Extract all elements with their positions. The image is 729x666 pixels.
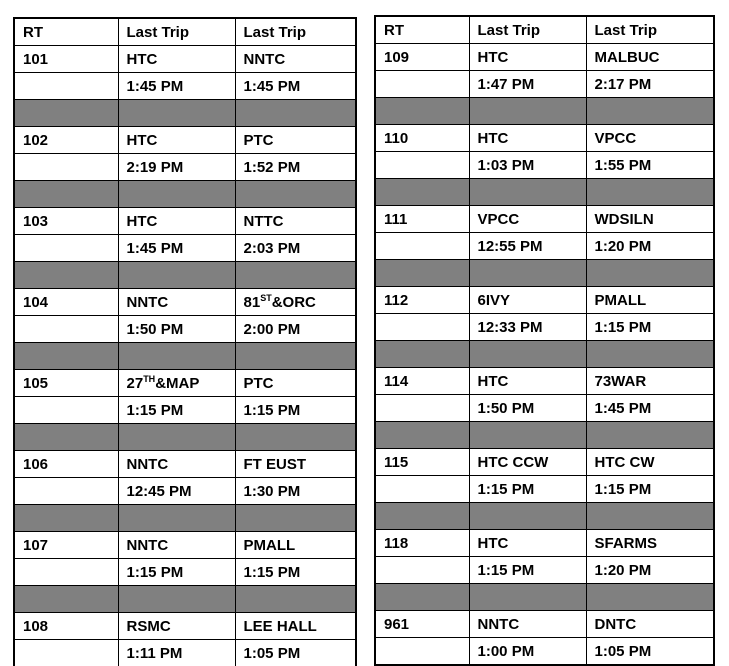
route-number-empty-cell: [14, 154, 118, 181]
separator-cell: [235, 343, 356, 370]
route-number-empty-cell: [14, 559, 118, 586]
terminal-text: &MAP: [155, 374, 200, 392]
route-time-row: [14, 478, 356, 505]
destination-terminal-cell: PMALL: [235, 532, 356, 559]
separator-cell: [14, 505, 118, 532]
origin-terminal-cell: 6IVY: [469, 287, 586, 314]
table-body-left: [14, 46, 356, 666]
terminal-text: 81: [243, 293, 261, 311]
separator-cell: [118, 262, 235, 289]
separator-row: [375, 260, 714, 287]
origin-last-trip-time-cell: 1:15 PM: [469, 557, 586, 584]
header-last-trip-origin: Last Trip: [469, 16, 586, 44]
separator-cell: [586, 584, 714, 611]
route-name-row: [14, 613, 356, 640]
separator-cell: [118, 181, 235, 208]
separator-cell: [469, 98, 586, 125]
route-time-row: [14, 73, 356, 100]
destination-last-trip-time-cell: 1:15 PM: [235, 559, 356, 586]
separator-cell: [235, 505, 356, 532]
destination-terminal-cell: PTC: [235, 370, 356, 397]
separator-cell: [375, 260, 469, 287]
schedule-table-right: [374, 15, 715, 666]
schedule-table-left: [13, 17, 357, 666]
route-time-row: [14, 640, 356, 666]
route-number-empty-cell: [375, 314, 469, 341]
destination-last-trip-time-cell: 1:20 PM: [586, 233, 714, 260]
route-number-empty-cell: [375, 557, 469, 584]
route-time-row: [375, 314, 714, 341]
origin-terminal-cell: VPCC: [469, 206, 586, 233]
terminal-text: &ORC: [271, 293, 316, 311]
route-time-row: [14, 316, 356, 343]
separator-cell: [118, 505, 235, 532]
separator-cell: [14, 343, 118, 370]
separator-cell: [586, 179, 714, 206]
separator-cell: [14, 262, 118, 289]
separator-cell: [469, 503, 586, 530]
table-body-right: [375, 44, 714, 666]
origin-last-trip-time-cell: 12:55 PM: [469, 233, 586, 260]
route-number-cell: 104: [14, 289, 118, 316]
destination-terminal-cell: LEE HALL: [235, 613, 356, 640]
destination-last-trip-time-cell: 1:05 PM: [586, 638, 714, 666]
route-time-row: [14, 154, 356, 181]
origin-terminal-cell: HTC: [469, 368, 586, 395]
route-name-row: [375, 287, 714, 314]
origin-last-trip-time-cell: 1:50 PM: [118, 316, 235, 343]
destination-terminal-cell: [235, 289, 356, 316]
header-rt: RT: [14, 18, 118, 46]
separator-cell: [375, 98, 469, 125]
origin-last-trip-time-cell: 12:33 PM: [469, 314, 586, 341]
origin-last-trip-time-cell: 1:03 PM: [469, 152, 586, 179]
route-number-cell: 112: [375, 287, 469, 314]
ordinal-superscript: ST: [260, 292, 272, 303]
header-row: [14, 18, 356, 46]
destination-last-trip-time-cell: 1:05 PM: [235, 640, 356, 666]
route-time-row: [14, 397, 356, 424]
destination-terminal-cell: SFARMS: [586, 530, 714, 557]
route-time-row: [375, 152, 714, 179]
route-name-row: [14, 370, 356, 397]
origin-terminal-cell: HTC: [469, 125, 586, 152]
separator-row: [14, 100, 356, 127]
route-time-row: [375, 476, 714, 503]
origin-terminal-cell: HTC: [118, 208, 235, 235]
route-number-cell: 106: [14, 451, 118, 478]
route-number-cell: 107: [14, 532, 118, 559]
route-time-row: [375, 233, 714, 260]
route-name-row: [375, 611, 714, 638]
route-time-row: [375, 557, 714, 584]
destination-terminal-cell: WDSILN: [586, 206, 714, 233]
route-name-row: [375, 449, 714, 476]
separator-row: [375, 584, 714, 611]
separator-row: [14, 181, 356, 208]
separator-cell: [118, 424, 235, 451]
route-name-row: [14, 127, 356, 154]
origin-last-trip-time-cell: 12:45 PM: [118, 478, 235, 505]
route-name-row: [375, 530, 714, 557]
origin-last-trip-time-cell: 1:45 PM: [118, 73, 235, 100]
route-number-cell: 103: [14, 208, 118, 235]
separator-row: [14, 586, 356, 613]
header-last-trip-origin: Last Trip: [118, 18, 235, 46]
separator-cell: [14, 424, 118, 451]
separator-cell: [469, 341, 586, 368]
separator-cell: [118, 100, 235, 127]
separator-cell: [586, 260, 714, 287]
route-number-empty-cell: [14, 316, 118, 343]
separator-cell: [469, 260, 586, 287]
origin-last-trip-time-cell: 1:15 PM: [469, 476, 586, 503]
separator-cell: [235, 100, 356, 127]
route-number-empty-cell: [14, 235, 118, 262]
destination-last-trip-time-cell: 1:55 PM: [586, 152, 714, 179]
route-number-empty-cell: [14, 73, 118, 100]
route-time-row: [375, 395, 714, 422]
origin-terminal-cell: HTC: [469, 530, 586, 557]
route-number-empty-cell: [375, 233, 469, 260]
separator-cell: [469, 179, 586, 206]
destination-terminal-cell: 73WAR: [586, 368, 714, 395]
destination-terminal-cell: NNTC: [235, 46, 356, 73]
origin-last-trip-time-cell: 1:45 PM: [118, 235, 235, 262]
separator-cell: [235, 262, 356, 289]
origin-terminal-cell: HTC CCW: [469, 449, 586, 476]
route-time-row: [375, 638, 714, 666]
separator-cell: [235, 181, 356, 208]
separator-row: [375, 422, 714, 449]
separator-cell: [14, 181, 118, 208]
route-number-cell: 110: [375, 125, 469, 152]
separator-row: [375, 179, 714, 206]
separator-cell: [235, 586, 356, 613]
route-number-cell: 114: [375, 368, 469, 395]
separator-row: [14, 424, 356, 451]
route-number-cell: 102: [14, 127, 118, 154]
ordinal-superscript: TH: [143, 373, 156, 384]
separator-cell: [14, 586, 118, 613]
route-name-row: [14, 451, 356, 478]
route-number-cell: 115: [375, 449, 469, 476]
route-name-row: [375, 44, 714, 71]
destination-last-trip-time-cell: 1:30 PM: [235, 478, 356, 505]
destination-last-trip-time-cell: 1:15 PM: [586, 476, 714, 503]
separator-cell: [375, 179, 469, 206]
separator-row: [14, 505, 356, 532]
separator-cell: [375, 422, 469, 449]
separator-row: [14, 343, 356, 370]
route-number-empty-cell: [375, 71, 469, 98]
separator-cell: [118, 586, 235, 613]
destination-last-trip-time-cell: 1:52 PM: [235, 154, 356, 181]
separator-cell: [375, 503, 469, 530]
header-row: [375, 16, 714, 44]
origin-terminal-cell: RSMC: [118, 613, 235, 640]
separator-cell: [586, 503, 714, 530]
separator-cell: [586, 341, 714, 368]
route-number-empty-cell: [375, 395, 469, 422]
header-last-trip-destination: Last Trip: [235, 18, 356, 46]
table-header-right: [375, 16, 714, 44]
separator-cell: [586, 98, 714, 125]
separator-cell: [469, 584, 586, 611]
origin-last-trip-time-cell: 1:15 PM: [118, 559, 235, 586]
route-number-cell: 108: [14, 613, 118, 640]
origin-terminal-cell: HTC: [118, 46, 235, 73]
route-number-empty-cell: [375, 638, 469, 666]
destination-terminal-cell: PTC: [235, 127, 356, 154]
separator-cell: [586, 422, 714, 449]
destination-terminal-cell: DNTC: [586, 611, 714, 638]
route-name-row: [14, 289, 356, 316]
separator-cell: [469, 422, 586, 449]
separator-cell: [375, 584, 469, 611]
route-name-row: [14, 532, 356, 559]
origin-terminal-cell: NNTC: [118, 289, 235, 316]
origin-terminal-cell: HTC: [469, 44, 586, 71]
origin-terminal-cell: NNTC: [469, 611, 586, 638]
route-number-empty-cell: [375, 152, 469, 179]
route-time-row: [375, 71, 714, 98]
route-number-empty-cell: [375, 476, 469, 503]
route-number-empty-cell: [14, 397, 118, 424]
destination-last-trip-time-cell: 1:15 PM: [235, 397, 356, 424]
destination-last-trip-time-cell: 1:15 PM: [586, 314, 714, 341]
separator-row: [14, 262, 356, 289]
origin-terminal-cell: NNTC: [118, 532, 235, 559]
destination-terminal-cell: NTTC: [235, 208, 356, 235]
route-number-cell: 109: [375, 44, 469, 71]
destination-terminal-cell: HTC CW: [586, 449, 714, 476]
header-rt: RT: [375, 16, 469, 44]
route-name-row: [375, 206, 714, 233]
destination-terminal-cell: FT EUST: [235, 451, 356, 478]
destination-last-trip-time-cell: 1:45 PM: [586, 395, 714, 422]
origin-last-trip-time-cell: 1:50 PM: [469, 395, 586, 422]
separator-cell: [118, 343, 235, 370]
origin-terminal-cell: NNTC: [118, 451, 235, 478]
destination-terminal-cell: MALBUC: [586, 44, 714, 71]
origin-last-trip-time-cell: 2:19 PM: [118, 154, 235, 181]
terminal-text: 27: [126, 374, 144, 392]
route-number-empty-cell: [14, 640, 118, 666]
header-last-trip-destination: Last Trip: [586, 16, 714, 44]
origin-terminal-cell: [118, 370, 235, 397]
separator-cell: [14, 100, 118, 127]
table-header-left: [14, 18, 356, 46]
destination-last-trip-time-cell: 2:03 PM: [235, 235, 356, 262]
route-number-empty-cell: [14, 478, 118, 505]
origin-last-trip-time-cell: 1:00 PM: [469, 638, 586, 666]
destination-last-trip-time-cell: 1:20 PM: [586, 557, 714, 584]
route-number-cell: 118: [375, 530, 469, 557]
route-name-row: [375, 125, 714, 152]
route-name-row: [14, 46, 356, 73]
route-number-cell: 105: [14, 370, 118, 397]
separator-row: [375, 503, 714, 530]
route-number-cell: 111: [375, 206, 469, 233]
separator-cell: [235, 424, 356, 451]
origin-last-trip-time-cell: 1:47 PM: [469, 71, 586, 98]
origin-last-trip-time-cell: 1:11 PM: [118, 640, 235, 666]
separator-row: [375, 341, 714, 368]
route-time-row: [14, 235, 356, 262]
route-number-cell: 101: [14, 46, 118, 73]
route-number-cell: 961: [375, 611, 469, 638]
destination-last-trip-time-cell: 2:17 PM: [586, 71, 714, 98]
separator-cell: [375, 341, 469, 368]
origin-terminal-cell: HTC: [118, 127, 235, 154]
separator-row: [375, 98, 714, 125]
destination-terminal-cell: VPCC: [586, 125, 714, 152]
origin-last-trip-time-cell: 1:15 PM: [118, 397, 235, 424]
destination-terminal-cell: PMALL: [586, 287, 714, 314]
route-name-row: [375, 368, 714, 395]
route-name-row: [14, 208, 356, 235]
destination-last-trip-time-cell: 2:00 PM: [235, 316, 356, 343]
route-time-row: [14, 559, 356, 586]
destination-last-trip-time-cell: 1:45 PM: [235, 73, 356, 100]
